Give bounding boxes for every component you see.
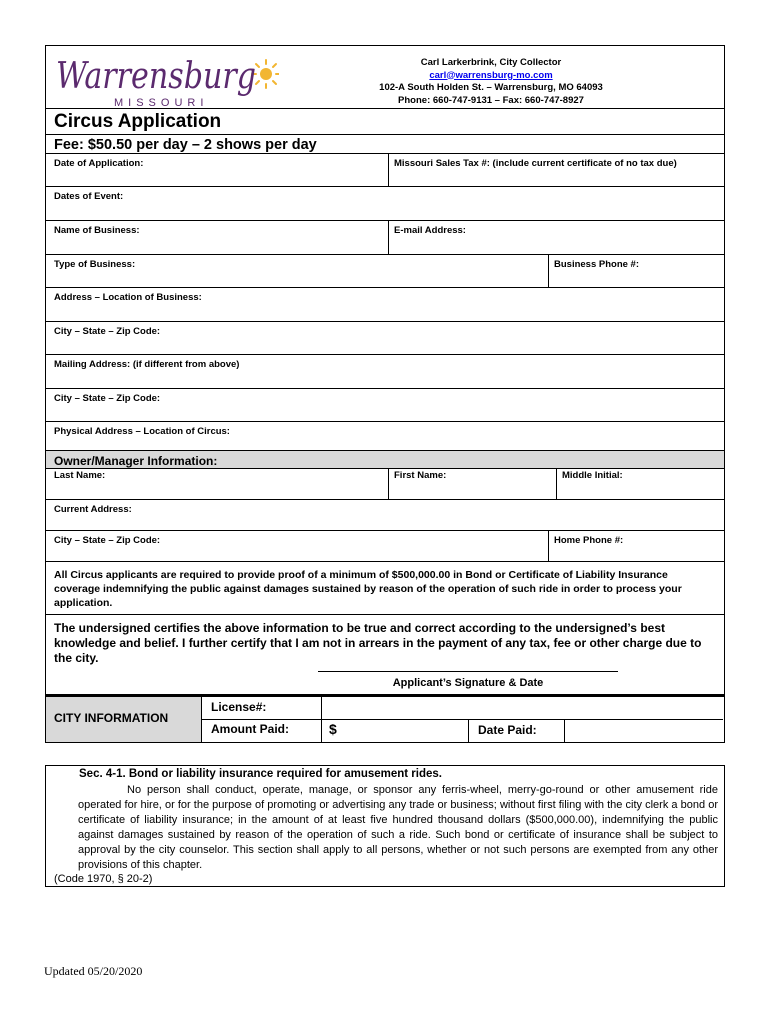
divider bbox=[556, 469, 557, 499]
ordinance-body: No person shall conduct, operate, manage, or sponsor any ferris-wheel, merry-go-round or other amusement ride operated for hire, or for the purpose of promoting or advertising any trade or business; without first filing with the city clerk a bond or certificate of liability insurance; in the amount of at least five hundred thousand dollars ($500,000.00), indemnifying the public against damages sustained by reason of the operation of such a ride. Such bond or certificate of insurance shall be subject to approval by the city counselor. This section shall apply to all persons, whether or not such persons are exempted from any other provisions of this chapter. bbox=[78, 784, 718, 871]
license-number-label: License#: bbox=[211, 700, 267, 714]
city-info-heading: CITY INFORMATION bbox=[54, 711, 169, 725]
contact-block bbox=[346, 57, 636, 107]
business-name-field[interactable]: Name of Business: bbox=[54, 225, 140, 236]
divider bbox=[564, 719, 565, 742]
business-type-field[interactable]: Type of Business: bbox=[54, 259, 136, 270]
collector-email-link[interactable]: carl@warrensburg-mo.com bbox=[429, 69, 553, 81]
physical-address-field[interactable]: Physical Address – Location of Circus: bbox=[54, 426, 230, 437]
divider bbox=[388, 154, 389, 186]
owner-manager-heading: Owner/Manager Information: bbox=[46, 450, 724, 469]
warrensburg-logo bbox=[54, 52, 279, 110]
collector-name: Carl Larkerbrink, City Collector bbox=[420, 57, 562, 68]
divider bbox=[548, 531, 549, 561]
office-address: 102-A South Holden St. – Warrensburg, MO 64093 bbox=[379, 82, 603, 93]
sales-tax-field[interactable]: Missouri Sales Tax #: (include current certificate of no tax due) bbox=[394, 158, 677, 169]
row-mailing-city bbox=[46, 389, 724, 422]
business-city-state-zip-field[interactable]: City – State – Zip Code: bbox=[54, 326, 161, 337]
dollar-sign: $ bbox=[329, 721, 337, 737]
divider bbox=[468, 719, 469, 742]
row-business-name bbox=[46, 221, 724, 255]
row-event-dates bbox=[46, 187, 724, 221]
row-owner-address bbox=[46, 500, 724, 531]
ordinance-heading: Sec. 4-1. Bond or liability insurance required for amusement rides. bbox=[79, 768, 442, 780]
last-name-field[interactable]: Last Name: bbox=[54, 470, 106, 481]
insurance-requirement-note: All Circus applicants are required to provide proof of a minimum of $500,000.00 in Bond or Certificate of Liability Insurance coverage indemnifying the public against damages sustained by reason of the operation of such ride in order to process your application. bbox=[46, 562, 724, 615]
sun-icon bbox=[252, 60, 279, 88]
mailing-city-state-zip-field[interactable]: City – State – Zip Code: bbox=[54, 393, 161, 404]
home-phone-field[interactable]: Home Phone #: bbox=[554, 535, 624, 546]
dates-of-event-field[interactable]: Dates of Event: bbox=[54, 191, 124, 202]
signature-line[interactable] bbox=[318, 671, 618, 672]
row-physical-address bbox=[46, 422, 724, 450]
svg-text:MISSOURI: MISSOURI bbox=[114, 97, 209, 109]
date-paid-label: Date Paid: bbox=[478, 723, 537, 737]
city-information-section bbox=[46, 694, 724, 742]
business-address-field[interactable]: Address – Location of Business: bbox=[54, 292, 202, 303]
divider bbox=[388, 469, 389, 499]
divider bbox=[548, 255, 549, 287]
certification-statement: The undersigned certifies the above information to be true and correct according to the undersigned’s best knowledge and belief. I further certify that I am not in arrears in the payment of any tax, fee or other charge due to the city. bbox=[54, 621, 702, 665]
ordinance-code: (Code 1970, § 20-2) bbox=[54, 873, 153, 885]
fee-line: Fee: $50.50 per day – 2 shows per day bbox=[46, 135, 724, 154]
svg-text:Warrensburg: Warrensburg bbox=[56, 56, 256, 97]
row-owner-name bbox=[46, 469, 724, 500]
row-business-type bbox=[46, 255, 724, 288]
row-business-address bbox=[46, 288, 724, 322]
row-owner-city bbox=[46, 531, 724, 562]
owner-city-state-zip-field[interactable]: City – State – Zip Code: bbox=[54, 535, 161, 546]
mailing-address-field[interactable]: Mailing Address: (if different from above) bbox=[54, 359, 240, 370]
divider bbox=[388, 221, 389, 254]
updated-date: Updated 05/20/2020 bbox=[44, 964, 143, 978]
date-of-application-field[interactable]: Date of Application: bbox=[54, 158, 144, 169]
middle-initial-field[interactable]: Middle Initial: bbox=[562, 470, 623, 481]
row-mailing-address bbox=[46, 355, 724, 389]
first-name-field[interactable]: First Name: bbox=[394, 470, 447, 481]
divider bbox=[201, 719, 723, 720]
amount-paid-label: Amount Paid: bbox=[211, 722, 289, 736]
form-title: Circus Application bbox=[46, 109, 724, 135]
row-application-date bbox=[46, 154, 724, 187]
current-address-field[interactable]: Current Address: bbox=[54, 504, 132, 515]
signature-label: Applicant’s Signature & Date bbox=[392, 677, 544, 689]
certification-block bbox=[46, 615, 724, 694]
business-phone-field[interactable]: Business Phone #: bbox=[554, 259, 639, 270]
circus-application-form bbox=[45, 45, 725, 743]
ordinance-section bbox=[45, 765, 725, 887]
form-header bbox=[46, 46, 724, 109]
email-address-field[interactable]: E-mail Address: bbox=[394, 225, 466, 236]
office-phone: Phone: 660-747-9131 – Fax: 660-747-8927 bbox=[398, 94, 584, 106]
row-business-city bbox=[46, 322, 724, 355]
